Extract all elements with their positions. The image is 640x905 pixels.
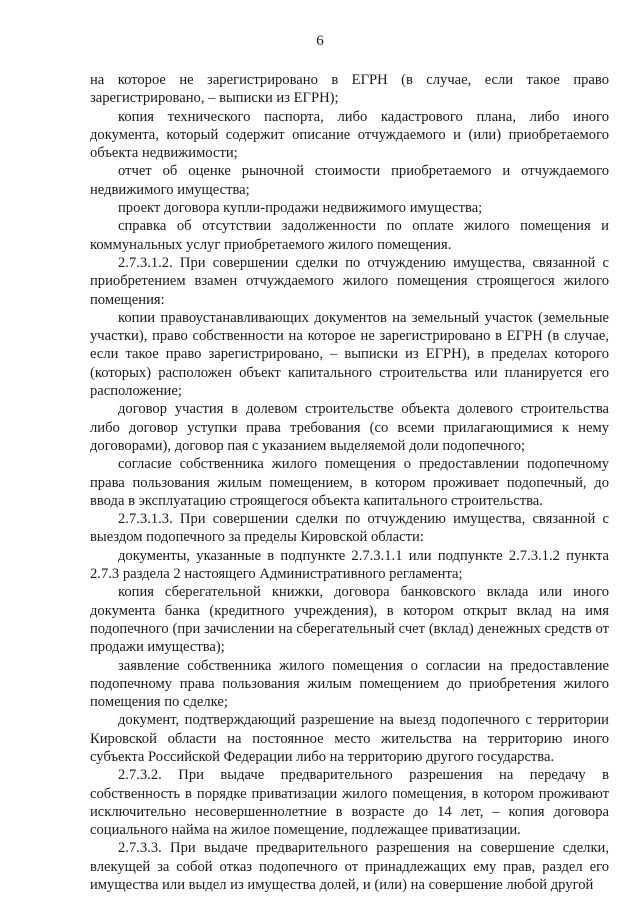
document-body (90, 71, 609, 894)
paragraph-technical-passport: копия технического паспорта, либо кадастрового плана, либо иного документа, который содержит описание отчуждаемого и (или) приобретаемого объекта недвижимости; (90, 108, 609, 162)
paragraph-owner-consent: согласие собственника жилого помещения о предоставлении подопечному права пользования жилым помещением, в котором проживает подопечный, до ввода в эксплуатацию строящегося объекта капитального строительства. (90, 456, 609, 509)
paragraph-shared-construction-contract: договор участия в долевом строительстве объекта долевого строительства либо договор уступки права требования (со всеми прилагающимися к нему договорами), договор пая с указанием выделяемой доли подопечного; (90, 401, 609, 454)
paragraph-continuation: на которое не зарегистрировано в ЕГРН (в случае, если такое право зарегистрировано, – выписки из ЕГРН); (90, 72, 609, 107)
paragraph-sale-contract-draft: проект договора купли-продажи недвижимого имущества; (118, 200, 483, 217)
paragraph-referenced-documents: документы, указанные в подпункте 2.7.3.1.1 или подпункте 2.7.3.1.2 пункта 2.7.3 раздела 2 настоящего Административного регламента; (90, 547, 609, 583)
paragraph-departure-permission: документ, подтверждающий разрешение на выезд подопечного с территории Кировской области на постоянное место жительства на территорию иного субъекта Российской Федерации либо на территорию другого государства. (90, 712, 609, 765)
paragraph-land-documents: копии правоустанавливающих документов на земельный участок (земельные участки), право собственности на которое не зарегистрировано в ЕГРН (в случае, если такое право зарегистрировано, – выписки из ЕГРН), в пределах которого (которых) расположен объект капитального строительства или планируется его расположение; (90, 309, 609, 400)
paragraph-owner-statement: заявление собственника жилого помещения о согласии на предоставление подопечному права пользования жилым помещением до приобретения жилого помещения по сделке; (90, 657, 609, 711)
page-number: 6 (316, 33, 324, 49)
paragraph-savings-book-copy: копия сберегательной книжки, договора банковского вклада или иного документа банка (кредитного учреждения), в котором открыт вклад на имя подопечного (при зачислении на сберегательный счет (вклад) денежных средств от продажи имущества); (90, 584, 609, 656)
paragraph-2-7-3-1-3: 2.7.3.1.3. При совершении сделки по отчуждению имущества, связанной с выездом подопечного за пределы Кировской области: (90, 511, 609, 546)
paragraph-valuation-report: отчет об оценке рыночной стоимости приобретаемого и отчуждаемого недвижимого имущества; (90, 163, 609, 198)
paragraph-2-7-3-2: 2.7.3.2. При выдаче предварительного разрешения на передачу в собственность в порядке приватизации жилого помещения, в котором проживают исключительно несовершеннолетние в возрасте до 14 лет, – копия договора социального найма на жилое помещение, подлежащее приватизации. (90, 767, 609, 839)
paragraph-no-debt-certificate: справка об отсутствии задолженности по оплате жилого помещения и коммунальных услуг приобретаемого жилого помещения. (90, 218, 609, 253)
paragraph-2-7-3-3: 2.7.3.3. При выдаче предварительного разрешения на совершение сделки, влекущей за собой отказ подопечного от принадлежащих ему прав, раздел его имущества или выдел из имущества долей, и (или) на совершение любой другой (90, 840, 609, 894)
paragraph-2-7-3-1-2: 2.7.3.1.2. При совершении сделки по отчуждению имущества, связанной с приобретением взамен отчуждаемого жилого помещения строящегося жилого помещения: (90, 254, 609, 308)
